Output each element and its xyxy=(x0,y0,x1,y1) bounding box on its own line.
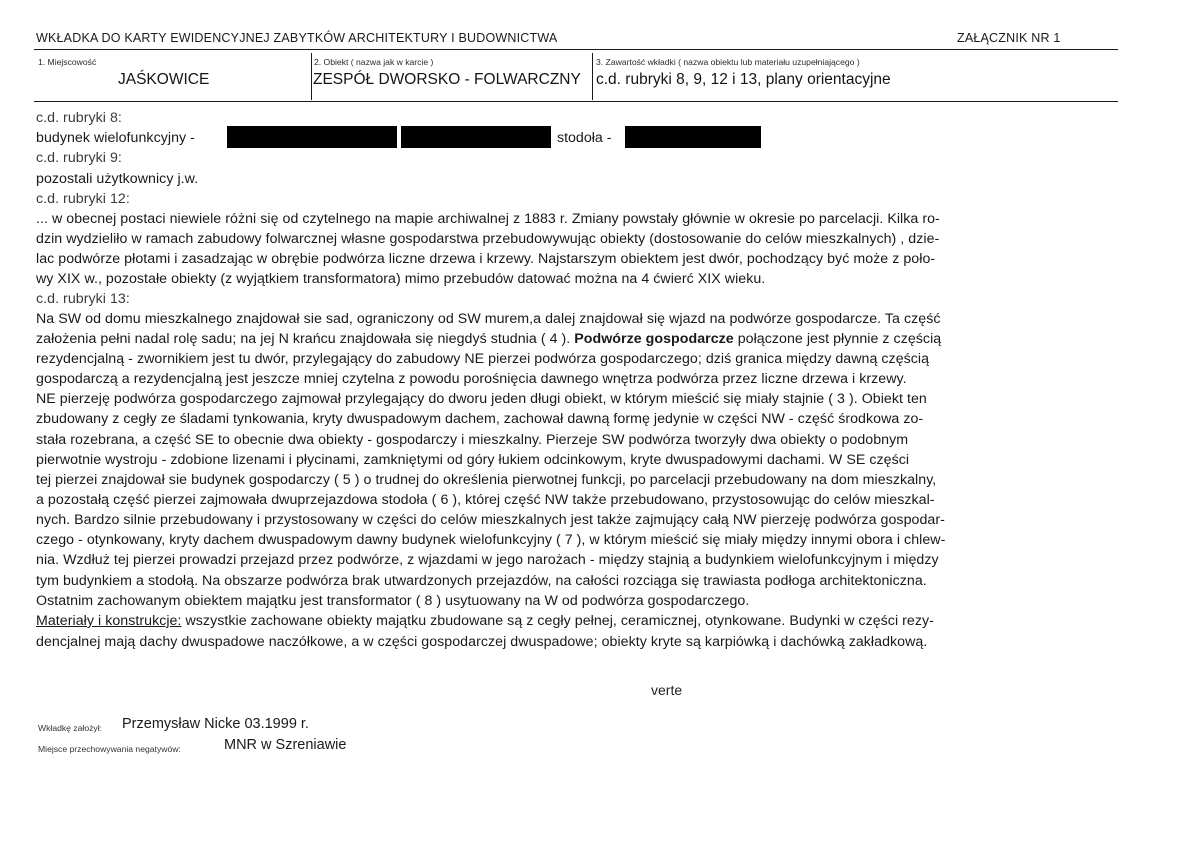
text-line: nych. Bardzo silnie przebudowany i przystosowany w części do celów mieszkalnych jest także zajmujący całą NW pierzeję podwórza gospodar- xyxy=(36,512,945,528)
text-line: zbudowany z cegły ze śladami tynkowania, kryty dwuspadowym dachem, zachował dawną formę jedynie w części NW - część środkowa zo- xyxy=(36,411,924,427)
text-line: dencjalnej mają dachy dwuspadowe naczółkowe, a w części gospodarczej dwuspadowe; obiekty kryte są karpiówką i dachówką zakładkową. xyxy=(36,634,928,650)
text-line: NE pierzeję podwórza gospodarczego zajmował przylegający do dworu jeden długi obiekt, w którym mieścić się miały stajnie ( 3 ). Obiekt ten xyxy=(36,391,927,407)
text-line: a pozostałą część pierzei zajmowała dwuprzejazdowa stodoła ( 6 ), której część NW także przebudowano, przystosowując do celów mieszkal- xyxy=(36,492,935,508)
field-3-value: c.d. rubryki 8, 9, 12 i 13, plany orientacyjne xyxy=(596,71,891,88)
text-line: gospodarczą a rezydencjalną jest jeszcze mniej czytelna z powodu porośnięcia dawnego wnętrza podwórza przez liczne drzewa i krzewy. xyxy=(36,371,907,387)
verte-note: verte xyxy=(651,682,683,698)
text-line: czego - otynkowany, kryty dachem dwuspadowym dawny budynek wielofunkcyjny ( 7 ), w którym mieścić się miały między innymi obora i chlew- xyxy=(36,532,946,548)
text-line: Na SW od domu mieszkalnego znajdował sie sad, ograniczony od SW murem,a dalej znajdował się wjazd na podwórze gospodarcze. Ta część xyxy=(36,311,941,327)
field-1-label: 1. Miejscowość xyxy=(38,57,97,67)
text-segment: wszystkie zachowane obiekty majątku zbudowane są z cegły pełnej, ceramicznej, otynkowane. Budynki w części rezy- xyxy=(181,613,934,629)
field-3-label: 3. Zawartość wkładki ( nazwa obiektu lub materiału uzupełniającego ) xyxy=(596,57,860,67)
redaction-bar xyxy=(401,126,551,148)
text-line: dzin wydzieliło w ramach zabudowy folwarcznej własne gospodarstwa przebudowywując obiekty (dostosowanie do celów mieszkalnych) , dzie- xyxy=(36,231,940,247)
text-line: ... w obecnej postaci niewiele różni się od czytelnego na mapie archiwalnej z 1883 r. Zmiany powstały głównie w okresie po parcelacji. Kilka ro- xyxy=(36,211,940,227)
field-divider-2 xyxy=(592,53,593,100)
header-rule-top xyxy=(34,49,1118,50)
redaction-bar xyxy=(625,126,761,148)
text-line: stała rozebrana, a część SE to obecnie dwa obiekty - gospodarczy i mieszkalny. Pierzeje SW podwórza tworzyły dwa obiekty o podobnym xyxy=(36,432,909,448)
attachment-number: ZAŁĄCZNIK NR 1 xyxy=(957,31,1061,45)
text-line xyxy=(36,331,1136,347)
section-heading-8: c.d. rubryki 8: xyxy=(36,110,122,126)
redaction-bar xyxy=(227,126,397,148)
building-label: budynek wielofunkcyjny - xyxy=(36,130,195,146)
text-segment: połączone jest płynnie z częścią xyxy=(733,331,942,347)
text-segment: założenia pełni nadal rolę sadu; na jej N krańcu znajdowała się niegdyś studnia ( 4 ). xyxy=(36,331,575,347)
storage-value: MNR w Szreniawie xyxy=(224,737,347,753)
author-value: Przemysław Nicke 03.1999 r. xyxy=(122,716,309,732)
document-title: WKŁADKA DO KARTY EWIDENCYJNEJ ZABYTKÓW ARCHITEKTURY I BUDOWNICTWA xyxy=(36,31,558,45)
section-heading-12: c.d. rubryki 12: xyxy=(36,191,130,207)
text-line: Ostatnim zachowanym obiektem majątku jest transformator ( 8 ) usytuowany na W od podwórza gospodarczego. xyxy=(36,593,750,609)
field-2-value: ZESPÓŁ DWORSKO - FOLWARCZNY xyxy=(313,71,581,88)
text-line: nia. Wzdłuż tej pierzei prowadzi przejazd przez podwórze, z wjazdami w jego narożach - między stajnią a budynkiem wielofunkcyjnym i między xyxy=(36,552,939,568)
text-line: tym budynkiem a stodołą. Na obszarze podwórza brak utwardzonych przejazdów, na całości rozciąga się trawiasta podłoga architektoniczna. xyxy=(36,573,927,589)
field-1-value: JAŚKOWICE xyxy=(118,71,210,88)
text-line: tej pierzei znajdował sie budynek gospodarczy ( 5 ) o trudnej do określenia pierwotnej funkcji, po parcelacji przebudowany na dom mieszkalny, xyxy=(36,472,937,488)
section-heading-9: c.d. rubryki 9: xyxy=(36,150,122,166)
text-line: pierwotnie wystroju - zdobione lizenami i płycinami, zamkniętymi od góry łukiem odcinkowym, kryte dwuspadowymi dachami. W SE części xyxy=(36,452,910,468)
materials-heading: Materiały i konstrukcje: xyxy=(36,613,182,629)
author-label: Wkładkę założył: xyxy=(38,723,102,733)
text-line: lac podwórze płotami i zasadzając w obrębie podwórza liczne drzewa i krzewy. Najstarszym obiektem jest dwór, pochodzący być może z poło- xyxy=(36,251,936,267)
bold-heading: Podwórze gospodarcze xyxy=(574,331,734,347)
barn-label: stodoła - xyxy=(557,130,612,146)
text-line: rezydencjalną - zwornikiem jest tu dwór, przylegający do zabudowy NE pierzei podwórza gospodarczego; dziś granica między dawną częścią xyxy=(36,351,930,367)
field-2-label: 2. Obiekt ( nazwa jak w karcie ) xyxy=(314,57,434,67)
section-heading-13: c.d. rubryki 13: xyxy=(36,291,130,307)
text-line: wy XIX w., pozostałe obiekty (z wyjątkiem transformatora) mimo przebudów datować można na 4 ćwierć XIX wieku. xyxy=(36,271,766,287)
text-line: pozostali użytkownicy j.w. xyxy=(36,171,199,187)
text-line xyxy=(36,613,1136,629)
storage-label: Miejsce przechowywania negatywów: xyxy=(38,744,181,754)
fields-rule-bottom xyxy=(34,101,1118,102)
field-divider-1 xyxy=(311,53,312,100)
